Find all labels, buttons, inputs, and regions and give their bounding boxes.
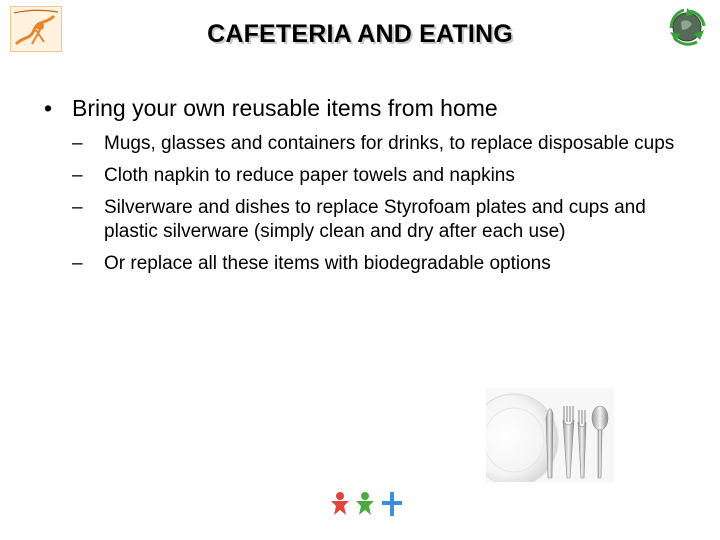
sub-bullet-text: Silverware and dishes to replace Styrofoam plates and cups and plastic silverware (simply clean and dry after each use) (104, 197, 646, 242)
dash-mark: – (72, 165, 83, 186)
sub-bullet-text: Cloth napkin to reduce paper towels and napkins (104, 165, 515, 186)
dash-mark: – (72, 197, 83, 218)
dash-mark: – (72, 253, 83, 274)
slide-title: CAFETERIA AND EATING (207, 20, 513, 48)
sub-bullet (72, 132, 694, 156)
sub-bullet (72, 164, 694, 188)
bullet-mark: • (44, 95, 53, 121)
sub-bullet (72, 252, 694, 276)
main-bullet-text: Bring your own reusable items from home (72, 95, 498, 121)
plate-silverware-image (486, 388, 614, 482)
bullet-list (44, 94, 694, 284)
main-bullet (44, 94, 694, 122)
sub-bullet-text: Or replace all these items with biodegradable options (104, 253, 551, 274)
sub-bullet (72, 196, 694, 244)
sub-bullet-list (72, 132, 694, 276)
people-planet-profit-logo (322, 490, 408, 530)
sub-bullet-text: Mugs, glasses and containers for drinks, to replace disposable cups (104, 133, 675, 154)
dash-mark: – (72, 133, 83, 154)
